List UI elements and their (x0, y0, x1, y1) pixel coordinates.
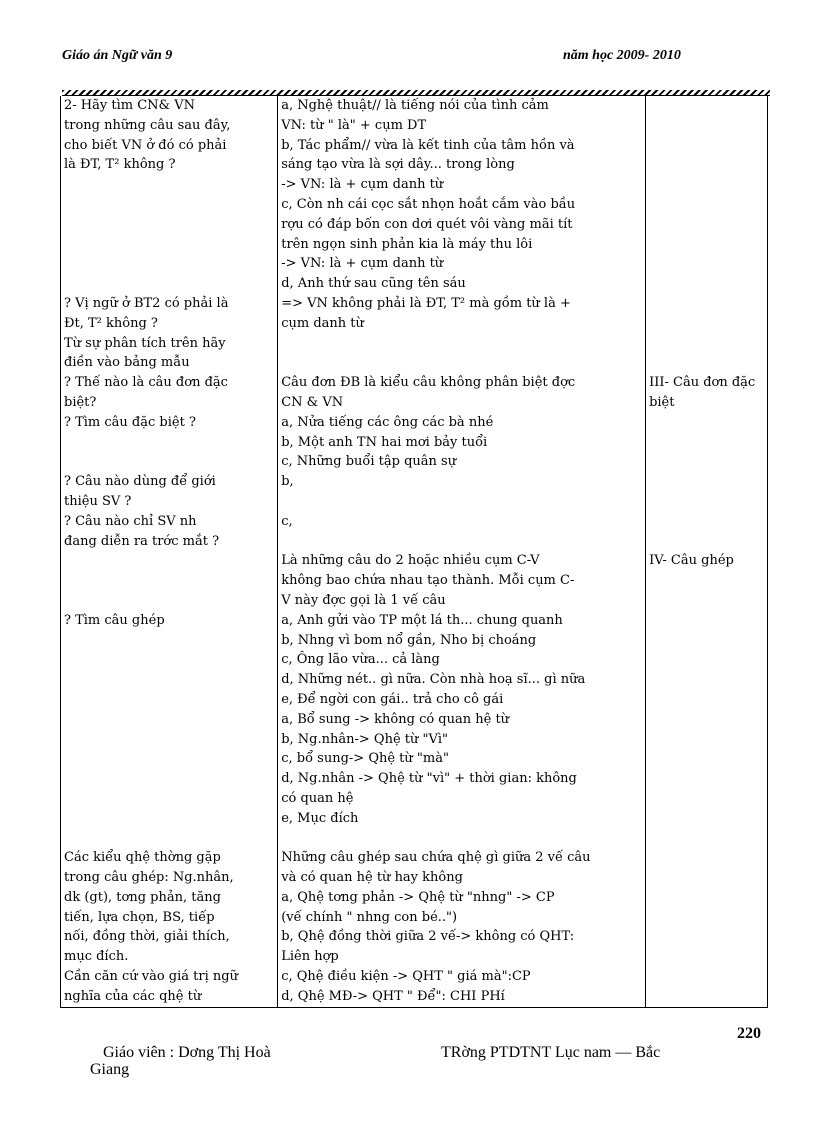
content-cell (278, 551, 646, 610)
text-line (649, 789, 764, 809)
text-line: -> VN: là + cụm danh từ (281, 256, 444, 272)
text-line (649, 868, 764, 888)
text-line: nghĩa của các qhệ từ (64, 988, 202, 1004)
text-line (281, 492, 642, 512)
text-line (649, 927, 764, 947)
text-line (649, 888, 764, 908)
text-line: dk (gt), tơng phản, tăng (64, 889, 221, 905)
text-line: ? Câu nào chỉ SV nh (64, 513, 197, 529)
text-line: Liên hợp (281, 949, 339, 965)
text-line: ? Tìm câu đặc biệt ? (64, 414, 196, 430)
text-line: Các kiểu qhệ thờng gặp (64, 850, 221, 866)
text-line: a, Anh gửi vào TP một lá th... chung quanh (281, 612, 563, 628)
text-line: b, (281, 474, 294, 490)
text-line (281, 828, 642, 848)
heading-cell (646, 551, 768, 610)
text-line: c, (281, 513, 293, 529)
footer-teacher (90, 1044, 271, 1078)
text-line (64, 235, 274, 255)
footer-teacher-line2: Giang (90, 1061, 130, 1078)
text-line: -> VN: là + cụm danh từ (281, 177, 444, 193)
text-line (64, 730, 274, 750)
text-line (649, 452, 764, 472)
text-line: e, Mục đích (281, 810, 359, 826)
heading-cell (646, 512, 768, 552)
text-line (649, 809, 764, 829)
text-line: a, Nửa tiếng các ông các bà nhé (281, 414, 494, 430)
text-line: Là những câu do 2 hoặc nhiều cụm C-V (281, 553, 540, 569)
text-line: b, Qhệ đồng thời giữa 2 vế-> không có QHT: (281, 929, 575, 945)
text-line: ? Câu nào dùng để giới (64, 474, 216, 490)
text-line: và có quan hệ từ hay không (281, 870, 463, 886)
text-line (649, 334, 764, 354)
text-line (649, 175, 764, 195)
text-line: IV- Câu ghép (649, 553, 734, 569)
heading-cell (646, 294, 768, 373)
text-line (649, 235, 764, 255)
table-row (61, 373, 768, 413)
question-cell (61, 373, 278, 413)
text-line: b, Nhng vì bom nổ gần, Nho bị choáng (281, 632, 537, 648)
text-line (649, 96, 764, 116)
content-cell (278, 294, 646, 373)
content-cell (278, 373, 646, 413)
text-line: Câu đơn ĐB là kiểu câu không phân biệt đợc (281, 375, 576, 391)
text-line (649, 433, 764, 453)
table-row (61, 294, 768, 373)
content-cell (278, 512, 646, 552)
question-cell (61, 512, 278, 552)
text-line (64, 571, 274, 591)
text-line (649, 908, 764, 928)
question-cell (61, 848, 278, 1007)
text-line: biệt (649, 394, 675, 410)
text-line: d, Anh thứ sau cũng tên sáu (281, 276, 466, 292)
text-line (649, 136, 764, 156)
heading-cell (646, 373, 768, 413)
text-line: tiến, lựa chọn, BS, tiếp (64, 909, 215, 925)
text-line (281, 334, 642, 354)
text-line: sáng tạo vừa là sợi dây... trong lòng (281, 157, 515, 173)
content-cell (278, 848, 646, 1007)
text-line (64, 433, 274, 453)
text-line (64, 789, 274, 809)
text-line (649, 650, 764, 670)
question-cell (61, 96, 278, 294)
text-line (649, 611, 764, 631)
table-row (61, 512, 768, 552)
text-line (649, 769, 764, 789)
text-line: c, Ông lão vừa... cả làng (281, 652, 440, 668)
text-line: biệt? (64, 394, 97, 410)
content-cell (278, 413, 646, 472)
text-line (649, 512, 764, 532)
text-line: cụm danh từ (281, 315, 364, 331)
text-line (649, 947, 764, 967)
text-line: trong câu ghép: Ng.nhân, (64, 870, 234, 886)
heading-cell (646, 611, 768, 849)
heading-cell (646, 96, 768, 294)
text-line: trong những câu sau đây, (64, 117, 231, 133)
text-line: (vế chính " nhng con bé..") (281, 909, 458, 925)
text-line: c, Còn nh cái cọc sắt nhọn hoắt cắm vào bầu (281, 196, 576, 212)
header-right: năm học 2009- 2010 (563, 48, 681, 63)
text-line (649, 274, 764, 294)
text-line (649, 472, 764, 492)
text-line (649, 254, 764, 274)
text-line: Từ sự phân tích trên hãy (64, 335, 226, 351)
text-line (649, 314, 764, 334)
text-line: cho biết VN ở đó có phải (64, 137, 227, 153)
text-line (64, 650, 274, 670)
text-line: ? Vị ngữ ở BT2 có phải là (64, 295, 229, 311)
text-line: VN: từ " là" + cụm DT (281, 117, 427, 133)
text-line: a, Qhệ tơng phản -> Qhệ từ "nhng" -> CP (281, 889, 555, 905)
text-line: 2- Hãy tìm CN& VN (64, 98, 195, 113)
text-line: có quan hệ (281, 790, 354, 806)
text-line (649, 116, 764, 136)
text-line: mục đích. (64, 949, 129, 965)
text-line (649, 215, 764, 235)
text-line: CN & VN (281, 394, 344, 410)
text-line (649, 828, 764, 848)
text-line: c, Qhệ điều kiện -> QHT " giá mà":CP (281, 969, 531, 985)
text-line (649, 591, 764, 611)
text-line (64, 690, 274, 710)
text-line (64, 175, 274, 195)
text-line: trên ngọn sinh phản kia là máy thu lôi (281, 236, 533, 252)
text-line (649, 195, 764, 215)
question-cell (61, 472, 278, 512)
text-line (64, 809, 274, 829)
text-line (64, 274, 274, 294)
text-line (649, 631, 764, 651)
text-line: Những câu ghép sau chứa qhệ gì giữa 2 vế câu (281, 850, 591, 866)
text-line (649, 155, 764, 175)
text-line (64, 591, 274, 611)
text-line (649, 353, 764, 373)
table-row (61, 472, 768, 512)
footer-teacher-line1: Giáo viên : Dơng Thị Hoà (103, 1044, 271, 1061)
text-line (649, 571, 764, 591)
content-cell (278, 472, 646, 512)
text-line: nối, đồng thời, giải thích, (64, 929, 230, 945)
text-line (649, 730, 764, 750)
text-line: a, Bổ sung -> không có quan hệ từ (281, 711, 510, 727)
text-line (649, 710, 764, 730)
text-line: Đt, T² không ? (64, 315, 158, 331)
text-line (64, 195, 274, 215)
text-line (649, 749, 764, 769)
text-line (64, 749, 274, 769)
heading-cell (646, 472, 768, 512)
header-left: Giáo án Ngữ văn 9 (62, 48, 173, 63)
text-line (649, 987, 764, 1007)
text-line: điền vào bảng mẫu (64, 355, 190, 371)
text-line: đang diễn ra trớc mắt ? (64, 533, 220, 549)
heading-cell (646, 413, 768, 472)
text-line (649, 848, 764, 868)
footer-school: TRờng PTDTNT Lục nam — Bắc (441, 1044, 661, 1061)
text-line: a, Nghệ thuật// là tiếng nói của tình cảm (281, 98, 549, 113)
text-line (649, 413, 764, 433)
heading-cell (646, 848, 768, 1007)
text-line (64, 670, 274, 690)
text-line: Cần căn cứ vào giá trị ngữ (64, 969, 238, 985)
text-line (64, 551, 274, 571)
text-line (649, 492, 764, 512)
text-line: d, Qhệ MĐ-> QHT " Để": CHI PHí (281, 988, 505, 1004)
text-line (649, 670, 764, 690)
text-line: là ĐT, T² không ? (64, 157, 176, 173)
text-line (64, 452, 274, 472)
text-line: b, Tác phẩm// vừa là kết tinh của tâm hồn và (281, 137, 575, 153)
text-line (281, 353, 642, 373)
text-line: ? Tìm câu ghép (64, 612, 165, 628)
table-row (61, 848, 768, 1007)
text-line: ? Thế nào là câu đơn đặc (64, 375, 228, 391)
text-line: c, bổ sung-> Qhệ từ "mà" (281, 751, 449, 767)
text-line (649, 532, 764, 552)
question-cell (61, 413, 278, 472)
text-line (649, 294, 764, 314)
question-cell (61, 294, 278, 373)
text-line (64, 828, 274, 848)
text-line: c, Những buổi tập quân sự (281, 454, 457, 470)
text-line: => VN không phải là ĐT, T² mà gồm từ là + (281, 295, 571, 311)
text-line: d, Ng.nhân -> Qhệ từ "vì" + thời gian: không (281, 771, 577, 787)
text-line: d, Những nét.. gì nữa. Còn nhà hoạ sĩ... gì nữa (281, 672, 586, 688)
question-cell (61, 611, 278, 849)
text-line: e, Để ngời con gái.. trả cho cô gái (281, 691, 504, 707)
page-number: 220 (737, 1025, 761, 1042)
table-row (61, 413, 768, 472)
text-line: V này đợc gọi là 1 vế câu (281, 592, 446, 608)
question-cell (61, 551, 278, 610)
text-line: không bao chứa nhau tạo thành. Mỗi cụm C- (281, 573, 575, 589)
content-cell (278, 96, 646, 294)
text-line: rợu có đáp bốn con dơi quét vôi vàng mãi tít (281, 216, 573, 232)
table-row (61, 551, 768, 610)
text-line (649, 967, 764, 987)
text-line: thiệu SV ? (64, 493, 132, 509)
text-line: b, Ng.nhân-> Qhệ từ "Vì" (281, 731, 449, 747)
table-row (61, 96, 768, 294)
text-line: III- Câu đơn đặc (649, 375, 756, 391)
text-line (64, 769, 274, 789)
text-line (64, 215, 274, 235)
text-line: b, Một anh TN hai mơi bảy tuổi (281, 434, 488, 450)
text-line (64, 710, 274, 730)
text-line (281, 532, 642, 552)
content-cell (278, 611, 646, 849)
text-line (649, 690, 764, 710)
lesson-table (60, 96, 768, 1008)
table-row (61, 611, 768, 849)
text-line (64, 254, 274, 274)
text-line (64, 631, 274, 651)
